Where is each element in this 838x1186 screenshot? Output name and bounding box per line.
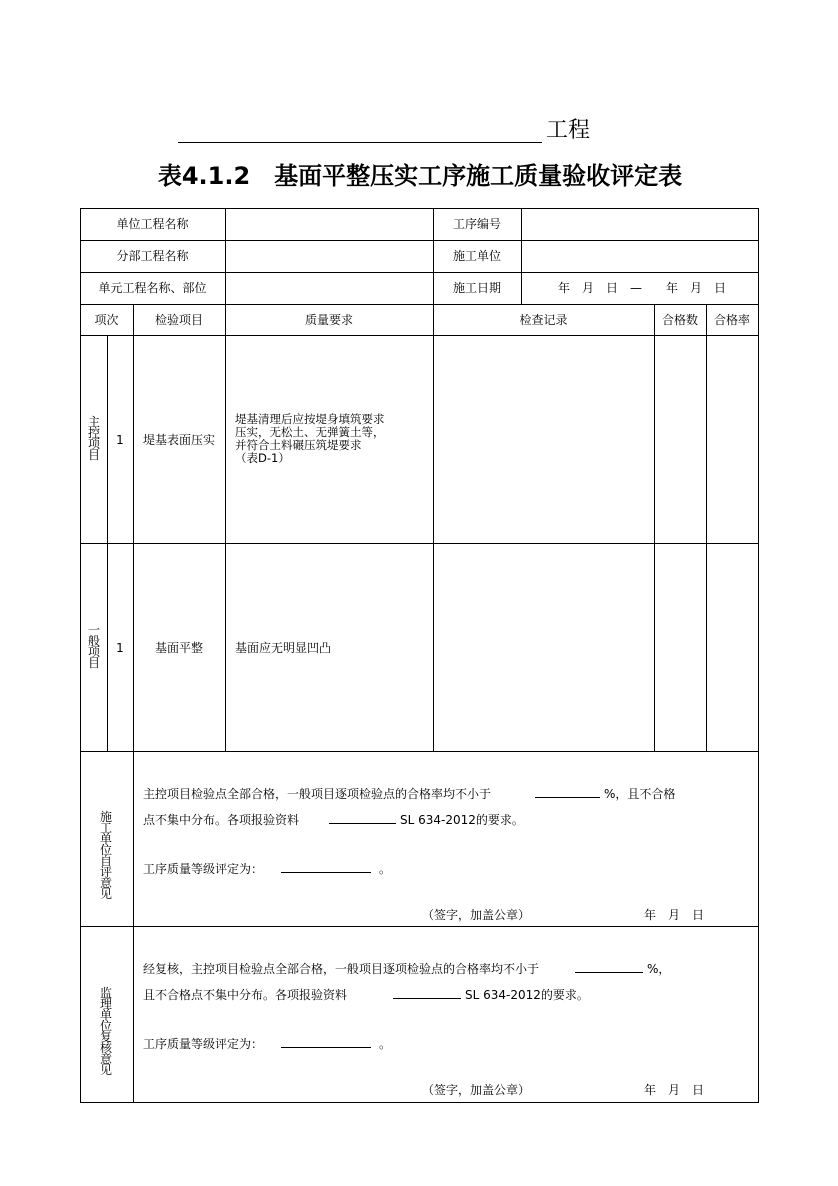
contractor-docs-blank[interactable] bbox=[329, 823, 396, 824]
unit-project-label: 单位工程名称 bbox=[116, 217, 189, 231]
page-title: 表4.1.2 基面平整压实工序施工质量验收评定表 bbox=[157, 162, 683, 190]
main-req-line-2: 压实，无松土、无弹簧土等， bbox=[235, 425, 385, 439]
col-record: 检查记录 bbox=[519, 313, 568, 327]
col-pass-rate: 合格率 bbox=[713, 313, 750, 327]
general-requirement: 基面应无明显凹凸 bbox=[235, 641, 332, 655]
contractor-opinion-label: 施工单位自评意见 bbox=[99, 810, 112, 901]
supervisor-sign: （签字，加盖公章） bbox=[422, 1083, 531, 1097]
supervisor-line-2 bbox=[143, 988, 589, 1002]
main-check-item: 堤基表面压实 bbox=[142, 433, 215, 447]
contractor-label: 施工单位 bbox=[452, 249, 501, 263]
main-pass-rate-cell[interactable] bbox=[707, 336, 757, 542]
contractor-sign: （签字，加盖公章） bbox=[422, 908, 531, 922]
contractor-line-2 bbox=[143, 813, 524, 827]
supervisor-line-1 bbox=[143, 962, 670, 976]
division-label: 分部工程名称 bbox=[116, 249, 189, 263]
main-item-no: 1 bbox=[116, 433, 124, 447]
main-req-line-1: 堤基清理后应按堤身填筑要求 bbox=[235, 412, 385, 426]
contractor-line-1b: %，且不合格 bbox=[604, 787, 676, 801]
col-item-no: 项次 bbox=[94, 313, 119, 327]
unit-project-field[interactable] bbox=[226, 209, 432, 239]
supervisor-pass-rate-blank[interactable] bbox=[575, 972, 643, 973]
general-section-label: 一般项目 bbox=[87, 623, 100, 670]
supervisor-line-1a: 经复核，主控项目检验点全部合格，一般项目逐项检验点的合格率均不小于 bbox=[143, 962, 540, 976]
contractor-pass-rate-blank[interactable] bbox=[535, 797, 600, 798]
contractor-grade-label: 工序质量等级评定为： bbox=[143, 862, 264, 876]
supervisor-grade-blank[interactable] bbox=[281, 1047, 371, 1048]
project-name-blank[interactable] bbox=[178, 142, 542, 143]
process-no-field[interactable] bbox=[522, 209, 757, 239]
supervisor-opinion-label: 监理单位复核意见 bbox=[99, 986, 112, 1077]
element-label: 单元工程名称、部位 bbox=[98, 281, 207, 295]
col-quality-req: 质量要求 bbox=[304, 313, 353, 327]
supervisor-grade-line bbox=[143, 1037, 391, 1051]
supervisor-grade-end: 。 bbox=[379, 1037, 392, 1051]
contractor-grade-blank[interactable] bbox=[281, 872, 371, 873]
supervisor-line-2b: SL 634-2012的要求。 bbox=[465, 988, 589, 1002]
main-requirement bbox=[235, 413, 385, 465]
general-pass-rate-cell[interactable] bbox=[707, 544, 757, 750]
contractor-grade-end: 。 bbox=[379, 862, 392, 876]
division-field[interactable] bbox=[226, 241, 432, 271]
main-section-label: 主控项目 bbox=[87, 415, 100, 462]
supervisor-line-2a: 且不合格点不集中分布。各项报验资料 bbox=[143, 988, 348, 1002]
date-value[interactable]: 年 月 日 — 年 月 日 bbox=[558, 281, 727, 295]
col-pass-count: 合格数 bbox=[661, 313, 698, 327]
general-record-cell[interactable] bbox=[434, 544, 653, 750]
general-item-no: 1 bbox=[116, 641, 124, 655]
general-pass-count-cell[interactable] bbox=[655, 544, 705, 750]
supervisor-grade-label: 工序质量等级评定为： bbox=[143, 1037, 264, 1051]
contractor-line-1 bbox=[143, 787, 675, 801]
date-label: 施工日期 bbox=[452, 281, 501, 295]
col-check-item: 检验项目 bbox=[154, 313, 203, 327]
main-record-cell[interactable] bbox=[434, 336, 653, 542]
main-req-line-4: （表D-1） bbox=[235, 451, 290, 465]
main-req-line-3: 并符合土料碾压筑堤要求 bbox=[235, 438, 362, 452]
element-field[interactable] bbox=[226, 273, 432, 303]
project-suffix: 工程 bbox=[546, 118, 591, 143]
process-no-label: 工序编号 bbox=[452, 217, 501, 231]
supervisor-docs-blank[interactable] bbox=[393, 998, 461, 999]
general-check-item: 基面平整 bbox=[154, 641, 203, 655]
contractor-field[interactable] bbox=[522, 241, 757, 271]
main-pass-count-cell[interactable] bbox=[655, 336, 705, 542]
supervisor-line-1b: %， bbox=[647, 962, 671, 976]
supervisor-sign-date[interactable]: 年 月 日 bbox=[644, 1083, 705, 1097]
contractor-line-1a: 主控项目检验点全部合格，一般项目逐项检验点的合格率均不小于 bbox=[143, 787, 492, 801]
contractor-grade-line bbox=[143, 862, 391, 876]
contractor-line-2a: 点不集中分布。各项报验资料 bbox=[143, 813, 300, 827]
contractor-sign-date[interactable]: 年 月 日 bbox=[644, 908, 705, 922]
contractor-line-2b: SL 634-2012的要求。 bbox=[400, 813, 524, 827]
